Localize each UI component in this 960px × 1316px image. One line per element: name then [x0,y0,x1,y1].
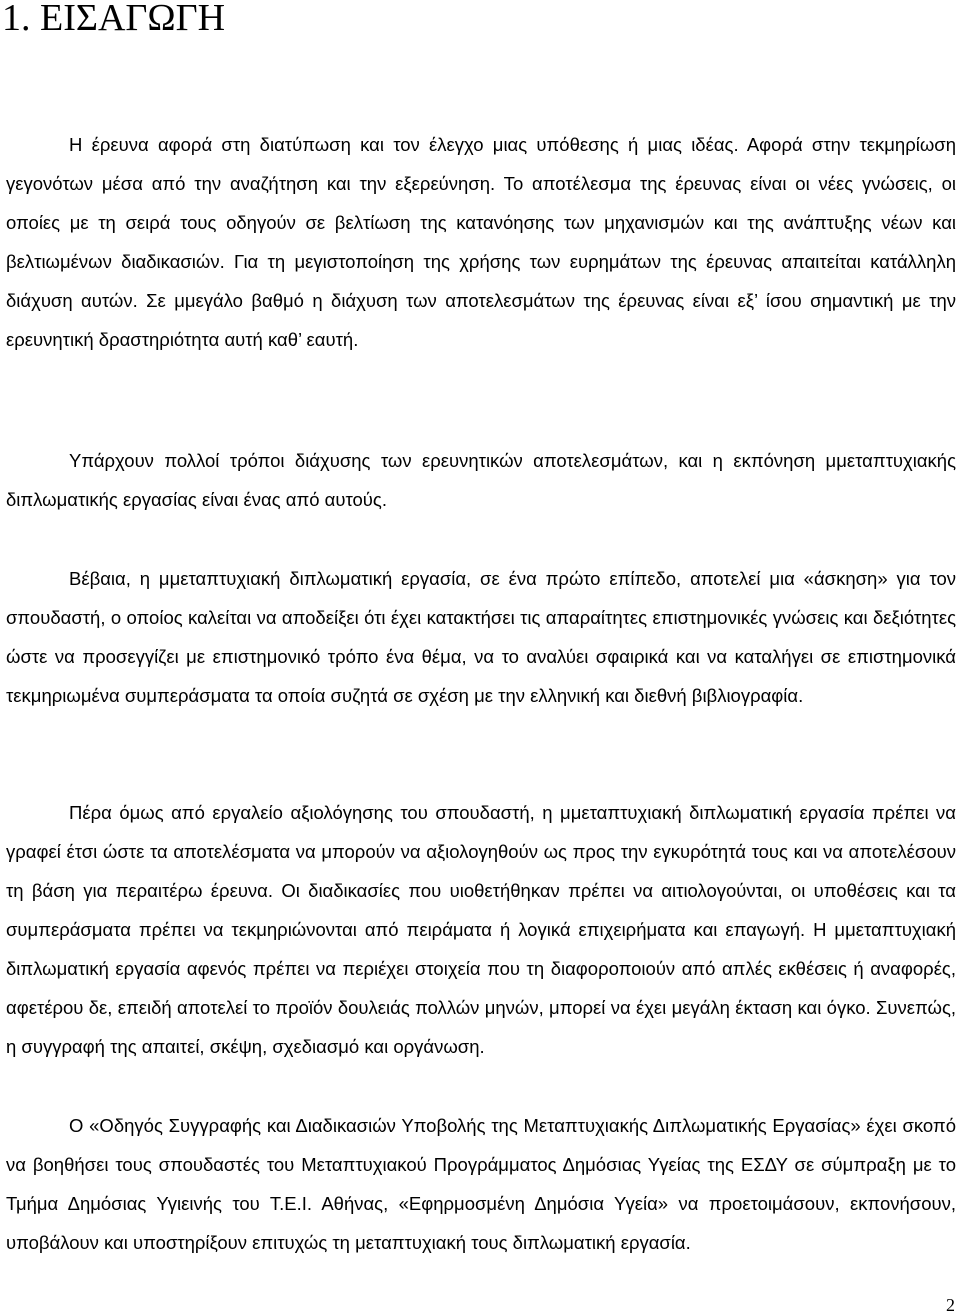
paragraph-guide-purpose: Ο «Οδηγός Συγγραφής και Διαδικασιών Υποβολής της Μεταπτυχιακής Διπλωματικής Εργασίας» έχει σκοπό να βοηθήσει τους σπουδαστές του Μεταπτυχιακού Προγράμματος Δημόσιας Υγείας της ΕΣΔΥ σε σύμπραξη με το Τμήμα Δημόσιας Υγιεινής του Τ.Ε.Ι. Αθήνας, «Εφηρμοσμένη Δημόσια Υγεία» να προετοιμάσουν, εκπονήσουν, υποβάλουν και υποστηρίξουν επιτυχώς τη μεταπτυχιακή τους διπλωματική εργασία. [6,1115,956,1253]
paragraph-thesis-exercise: Βέβαια, η μμεταπτυχιακή διπλωματική εργασία, σε ένα πρώτο επίπεδο, αποτελεί μια «άσκηση» για τον σπουδαστή, ο οποίος καλείται να αποδείξει ότι έχει κατακτήσει τις απαραίτητες επιστημονικές γνώσεις και δεξιότητες ώστε να προσεγγίζει με επιστημονικό τρόπο ένα θέμα, να το αναλύει σφαιρικά και να καταλήγει σε επιστημονικά τεκμηριωμένα συμπεράσματα τα οποία συζητά σε σχέση με την ελληνική και διεθνή βιβλιογραφία. [6,568,956,706]
page-number: 2 [946,1295,955,1315]
section-heading: 1. ΕΙΣΑΓΩΓΗ [2,0,226,39]
paragraph-research-definition: Η έρευνα αφορά στη διατύπωση και τον έλεγχο μιας υπόθεσης ή μιας ιδέας. Αφορά στην τεκμηρίωση γεγονότων μέσα από την αναζήτηση και την εξερεύνηση. Το αποτέλεσμα της έρευνας είναι οι νέες γνώσεις, οι οποίες με τη σειρά τους οδηγούν σε βελτίωση της κατανόησης των μηχανισμών και της ανάπτυξης νέων και βελτιωμένων διαδικασιών. Για τη μεγιστοποίηση της χρήσης των ευρημάτων της έρευνας απαιτείται κατάλληλη διάχυση αυτών. Σε μμεγάλο βαθμό η διάχυση των αποτελεσμάτων της έρευνας είναι εξ’ ίσου σημαντική με την ερευνητική δραστηριότητα αυτή καθ’ εαυτή. [6,134,956,350]
paragraph-thesis-evaluation: Πέρα όμως από εργαλείο αξιολόγησης του σπουδαστή, η μμεταπτυχιακή διπλωματική εργασία πρέπει να γραφεί έτσι ώστε τα αποτελέσματα να μπορούν να αξιολογηθούν ως προς την εγκυρότητά τους και να αποτελέσουν τη βάση για περαιτέρω έρευνα. Οι διαδικασίες που υιοθετήθηκαν πρέπει να αιτιολογούνται, οι υποθέσεις και τα συμπεράσματα πρέπει να τεκμηριώνονται από πειράματα ή λογικά επιχειρήματα και επαγωγή. Η μμεταπτυχιακή διπλωματική εργασία αφενός πρέπει να περιέχει στοιχεία που τη διαφοροποιούν από απλές εκθέσεις ή αναφορές, αφετέρου δε, επειδή αποτελεί το προϊόν δουλειάς πολλών μηνών, μπορεί να έχει μεγάλη έκταση και όγκο. Συνεπώς, η συγγραφή της απαιτεί, σκέψη, σχεδιασμό και οργάνωση. [6,802,956,1057]
paragraph-dissemination-methods: Υπάρχουν πολλοί τρόποι διάχυσης των ερευνητικών αποτελεσμάτων, και η εκπόνηση μμεταπτυχιακής διπλωματικής εργασίας είναι ένας από αυτούς. [6,450,956,510]
